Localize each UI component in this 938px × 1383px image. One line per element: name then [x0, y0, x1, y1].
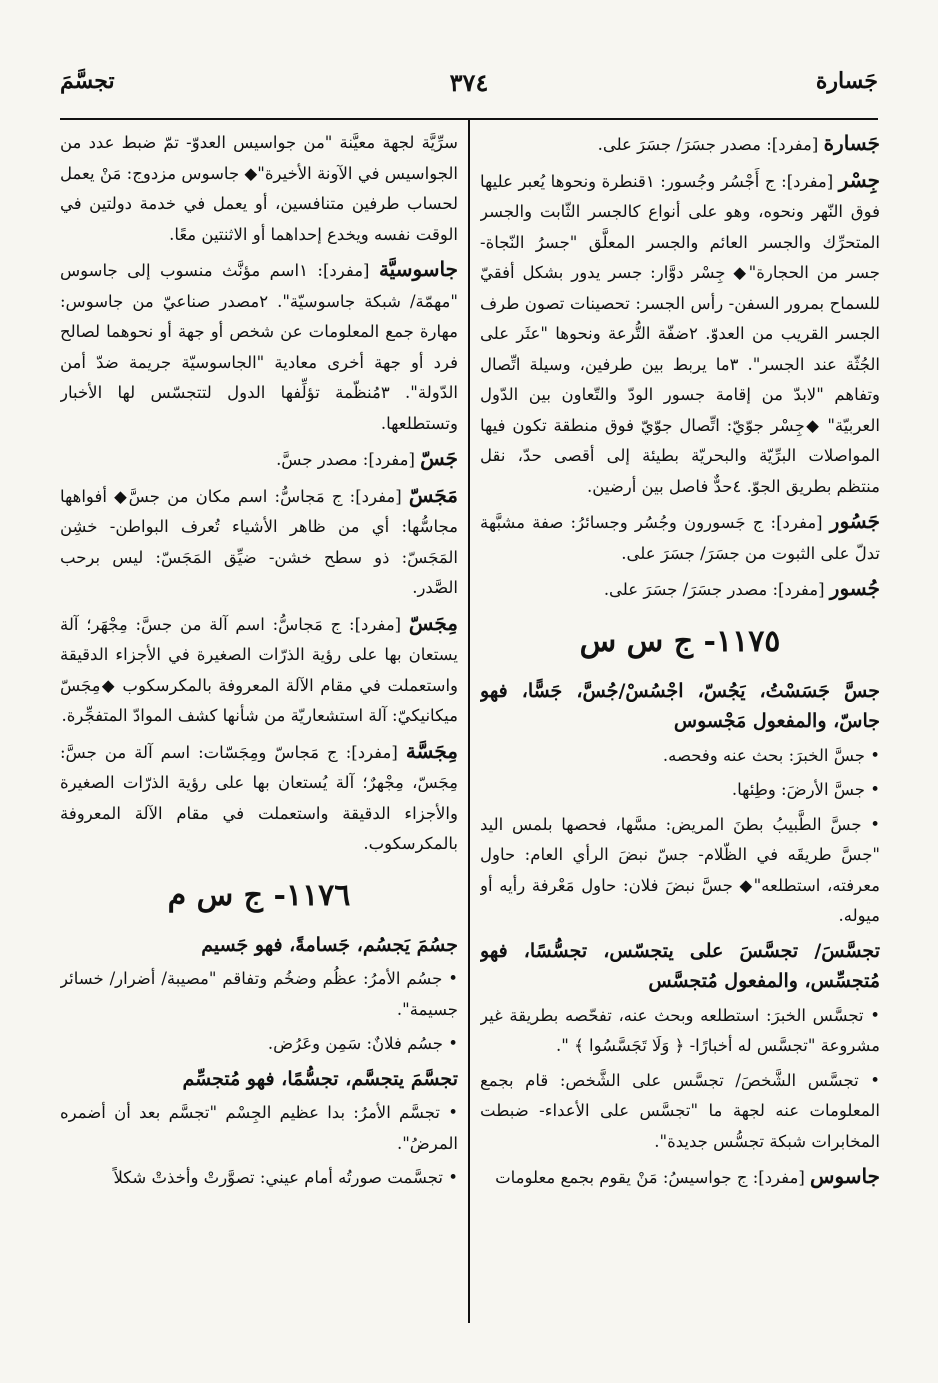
sense-item: • جسَّ الأرضَ: وطِئها.	[480, 775, 880, 806]
definition: [مفرد]: ج جواسيسُ: مَنْ يقوم بجمع معلومات	[495, 1168, 811, 1187]
entry-jasusiyya	[60, 254, 458, 439]
definition: [مفرد]: مصدر جسَّ.	[276, 450, 421, 469]
headword: جَسارة	[823, 131, 880, 155]
entry-jusur	[480, 573, 880, 606]
sense-item: • جسَّ الخبرَ: بحث عنه وفحصه.	[480, 741, 880, 772]
entry-jasus-continued	[60, 128, 458, 250]
header-first-word: جَسارة	[815, 68, 878, 94]
definition: [مفرد]: مصدر جسَرَ/ جسَرَ على.	[597, 135, 824, 154]
sense-item: • تجسَّم الأمرُ: بدا عظيم الجِسْم "تجسَّم بعد أن أضمره المرضُ".	[60, 1098, 458, 1159]
headword: جُسور	[829, 576, 880, 600]
sense-item: • جسُم الأمرُ: عظُم وضخُم وتفاقم "مصيبة/ أضرار/ خسائر جسيمة".	[60, 964, 458, 1025]
entry-jisr	[480, 165, 880, 503]
definition: [مفرد]: ج مَجاسّ ومِجَسّات: اسم آلة من جسَّ: مِجَسّ، مِجْهرٌ؛ آلة يُستعان بها على رؤية الذرّات الصغيرة والأجزاء الدقيقة واستعملت في مقام الآلة المعروفة بالمكرسكوب.	[60, 742, 458, 853]
root-heading-1175: ١١٧٥- ج س س	[579, 623, 781, 659]
column-divider	[468, 118, 470, 1323]
headword: جاسوسيَّة	[378, 257, 458, 281]
sense-item: • جسَّ الطَّبيبُ بطنَ المريض: مسَّها، فحصها بلمس اليد "جسَّ طريقَه في الظّلام- جسّ نبضَ الرأي العام: حاول معرفته، استطلعه"◆ جسَّ نبضَ فلان: حاول مَعْرفة رأيه أو ميوله.	[480, 810, 880, 932]
definition: [مفرد]: ج أَجْسُر وجُسور: ١قنطرة ونحوها يُعبر عليها فوق النّهر ونحوه، وهو على أنواع كالجسر الثّابت والجسر المتحرِّك والجسر العائم والجسر المعلَّق "جسرُ النّجاة- جسر من الحجارة"◆ جِسْر دوَّار: جسر يدور بشكل أفقيّ للسماح بمرور السفن- رأس الجسر: تحصينات تصون طرف الجسر القريب من العدوّ. ٢ضفّة التُّرعة ونحوها "عثَر على الجُثّة عند الجسر". ٣ما يربط بين طرفين، وسيلة اتِّصال وتفاهم "لابدّ من إقامة جسور الودّ والتّعاون بين الدّول العربيّة" ◆جِسْر جوّيّ: اتِّصال جوّيّ فوق منطقة تكون فيها المواصلات البرِّيّة والبحريّة بطيئة إلى أقصى حدّ، نقل منتظم بطريق الجوّ. ٤حدٌّ فاصل بين أرضين.	[480, 171, 880, 496]
right-column	[480, 128, 880, 1333]
headword: جِسْر	[838, 167, 880, 192]
root-heading-1176: ١١٧٦- ج س م	[167, 877, 351, 913]
page-number: ٣٧٤	[449, 68, 489, 97]
entry-jasus	[480, 1161, 880, 1194]
sense-item: • تجسَّس الخبرَ: استطلعه وبحث عنه، تفحّصه بطريقة غير مشروعة "تجسَّس له أخبارًا- ﴿ وَلَا تَجَسَّسُوا ﴾ ".	[480, 1001, 880, 1062]
definition: [مفرد]: مصدر جسَرَ/ جسَرَ على.	[603, 580, 830, 599]
definition: [مفرد]: ج مَجاسُّ: اسم آلة من جسَّ: مِجْهَر؛ آلة يستعان بها على رؤية الذرّات الصغيرة في الأجزاء الدقيقة واستعملت في مقام الآلة المعروفة بالمكرسكوب ◆مِجَسّ ميكانيكيّ: آلة استشعاريّة من شأنها كشف الموادّ المتفجِّرة.	[60, 614, 458, 725]
definition: [مفرد]: ١اسم مؤنَّث منسوب إلى جاسوس "مهمّة/ شبكة جاسوسيّة". ٢مصدر صناعيّ من جاسوس: مهارة جمع المعلومات عن شخص أو جهة أو نحوهما لصالح فرد أو جهة أخرى معادية "الجاسوسيّة جريمة ضدّ أمن الدّولة". ٣مُنظّمة تؤلِّفها الدول لتتجسّس لها الأخبار وتستطلعها.	[60, 261, 458, 433]
entry-mijass	[60, 608, 458, 732]
headword: مِجَسّ	[408, 610, 458, 635]
verb-line-tajassas: تجسَّسَ/ تجسَّسَ على يتجسّس، تجسُّسًا، فهو مُتجسِّس، والمفعول مُتجسَّس	[480, 939, 880, 992]
headword: جَسُور	[829, 509, 880, 533]
sense-item: • تجسَّمت صورتُه أمام عيني: تصوَّرتْ وأخذتْ شكلاً	[60, 1163, 458, 1194]
sense-item: • جسُم فلانٌ: سَمِن وعَرُض.	[60, 1029, 458, 1060]
verb-line-jasuma: جسُمَ يَجسُم، جَسامةً، فهو جَسيم	[201, 933, 458, 956]
page-header	[60, 62, 878, 116]
headword: مَجَسّ	[408, 482, 458, 507]
headword: مِجَسَّة	[405, 738, 458, 763]
header-last-word: تجسَّمَ	[60, 68, 115, 94]
left-column	[60, 128, 458, 1333]
entry-majass	[60, 480, 458, 604]
sense-item: • تجسَّس الشَّخصَ/ تجسَّس على الشَّخص: قام بجمع المعلومات عنه لجهة ما "تجسَّس على الأعداء- ضبطت المخابرات شبكة تجسُّس جديدة".	[480, 1066, 880, 1158]
entry-mijassa	[60, 736, 458, 860]
entry-jasur	[480, 506, 880, 569]
definition: سرِّيَّة لجهة معيَّنة "من جواسيس العدوّ- تمّ ضبط عدد من الجواسيس في الآونة الأخيرة"◆ جاسوس مزدوج: مَنْ يعمل لحساب طرفين متنافسين، أو يعمل في خدمة دولتين في الوقت نفسه ويخدع إحداهما أو الاثنتين معًا.	[60, 133, 458, 244]
entry-jass	[60, 443, 458, 476]
definition: [مفرد]: ج مَجاسُّ: اسم مكان من جسَّ◆ أفواهها مجاسُّها: أي من ظاهر الأشياء تُعرف البواطن- خشِن المَجَسّ: ذو سطح خشن- ضيِّق المَجَسّ: ليس برحب الصَّدر.	[60, 486, 458, 597]
verb-line-tajassama: تجسَّمَ يتجسَّم، تجسُّمًا، فهو مُتجسِّم	[182, 1067, 458, 1090]
entry-jasara	[480, 128, 880, 161]
headword: جَسّ	[420, 446, 458, 470]
headword: جاسوس	[810, 1164, 880, 1188]
verb-line-jassa: جسَّ جَسَسْتُ، يَجُسّ، اجْسُسْ/جُسَّ، جَسًّا، فهو جاسّ، والمفعول مَجْسوس	[480, 679, 880, 732]
definition: [مفرد]: ج جَسورون وجُسُر وجسائرُ: صفة مشبَّهة تدلّ على الثبوت من جسَرَ/ جسَرَ على.	[480, 513, 880, 563]
